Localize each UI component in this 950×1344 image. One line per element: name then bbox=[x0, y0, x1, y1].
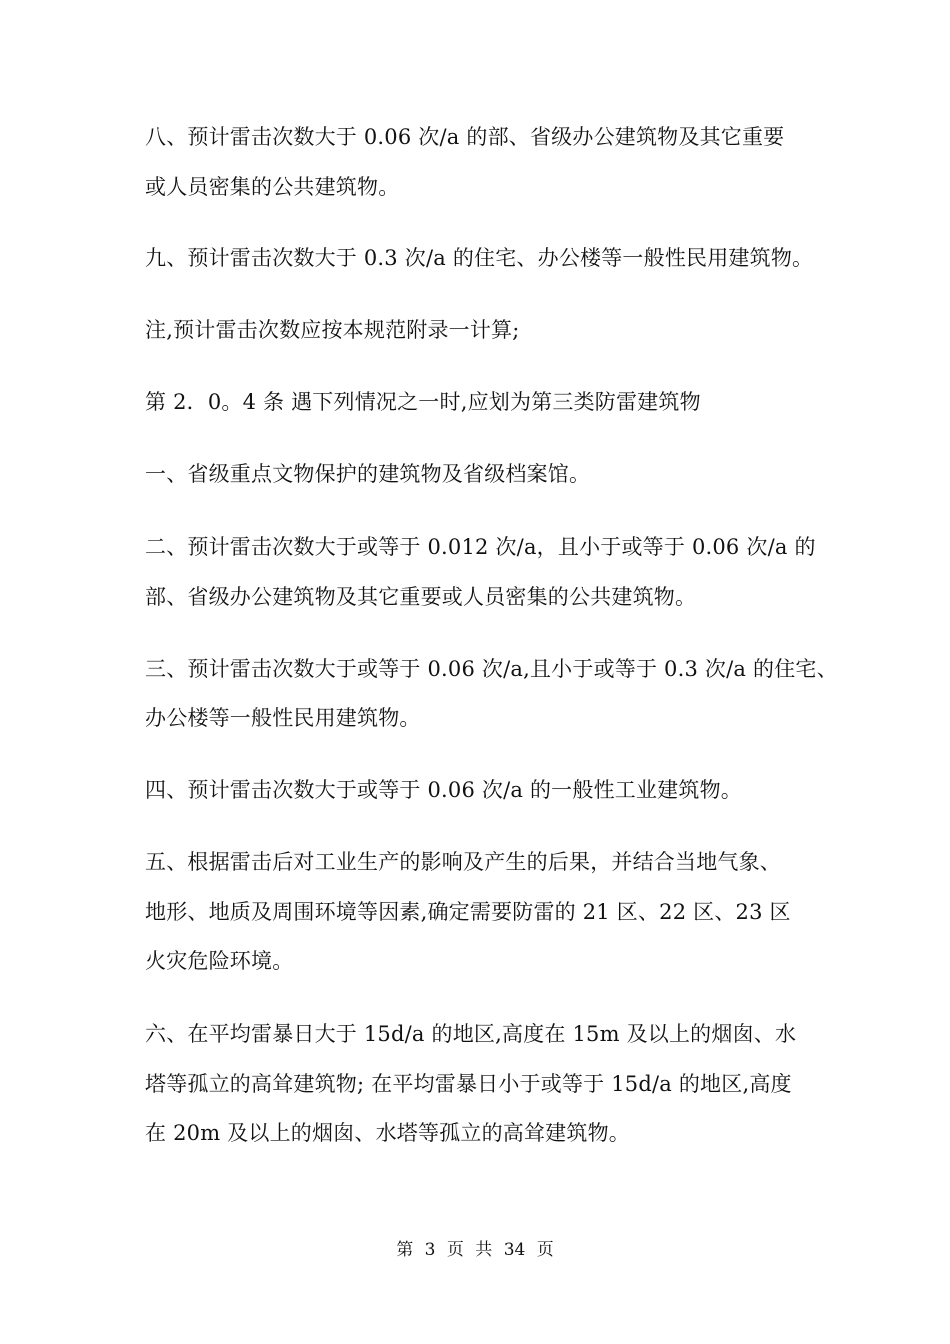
page-number-footer: 第 3 页 共 34 页 bbox=[396, 1240, 554, 1260]
item-5-line-1: 五、根据雷击后对工业生产的影响及产生的后果，并结合当地气象、 bbox=[145, 850, 781, 874]
item-6-line-2: 塔等孤立的高耸建筑物; 在平均雷暴日小于或等于 15d/a 的地区,高度 bbox=[145, 1072, 792, 1096]
paragraph-8-line-2: 或人员密集的公共建筑物。 bbox=[145, 175, 400, 199]
paragraph-8-line-1: 八、预计雷击次数大于 0.06 次/a 的部、省级办公建筑物及其它重要 bbox=[145, 125, 785, 149]
note-line: 注,预计雷击次数应按本规范附录一计算; bbox=[145, 318, 520, 342]
item-5-line-2: 地形、地质及周围环境等因素,确定需要防雷的 21 区、22 区、23 区 bbox=[145, 900, 791, 924]
item-5-line-3: 火灾危险环境。 bbox=[145, 949, 294, 973]
item-1-line-1: 一、省级重点文物保护的建筑物及省级档案馆。 bbox=[145, 462, 591, 486]
item-6-line-3: 在 20m 及以上的烟囱、水塔等孤立的高耸建筑物。 bbox=[145, 1121, 630, 1145]
article-2-0-4-heading: 第 2．0。4 条 遇下列情况之一时,应划为第三类防雷建筑物 bbox=[145, 390, 701, 414]
item-4-line-1: 四、预计雷击次数大于或等于 0.06 次/a 的一般性工业建筑物。 bbox=[145, 778, 742, 802]
item-3-line-2: 办公楼等一般性民用建筑物。 bbox=[145, 706, 421, 730]
item-2-line-1: 二、预计雷击次数大于或等于 0.012 次/a，且小于或等于 0.06 次/a 的 bbox=[145, 535, 816, 559]
paragraph-9-line-1: 九、预计雷击次数大于 0.3 次/a 的住宅、办公楼等一般性民用建筑物。 bbox=[145, 246, 814, 270]
item-6-line-1: 六、在平均雷暴日大于 15d/a 的地区,高度在 15m 及以上的烟囱、水 bbox=[145, 1022, 797, 1046]
item-2-line-2: 部、省级办公建筑物及其它重要或人员密集的公共建筑物。 bbox=[145, 585, 697, 609]
item-3-line-1: 三、预计雷击次数大于或等于 0.06 次/a,且小于或等于 0.3 次/a 的住宅、 bbox=[145, 657, 838, 681]
